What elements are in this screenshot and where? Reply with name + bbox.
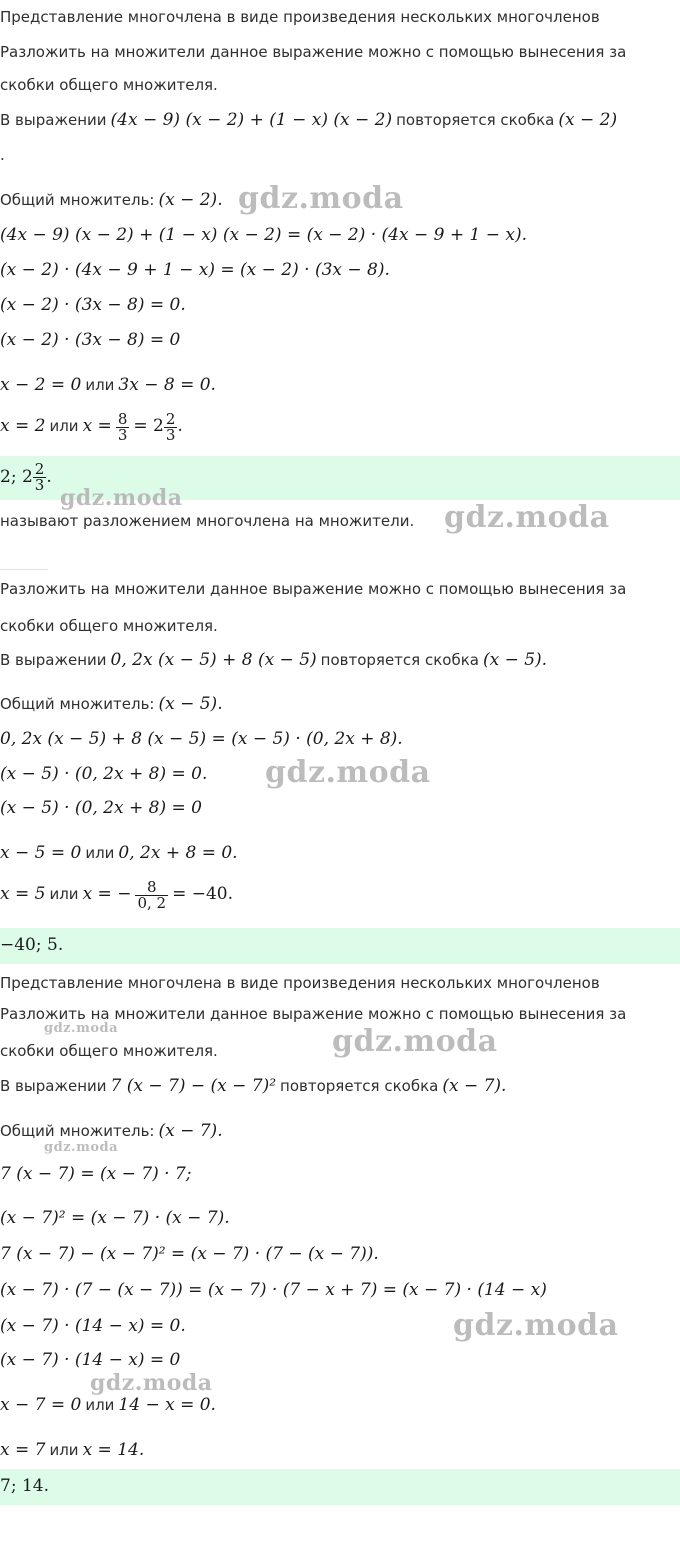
eq-part: 0, 2x + 8 = 0. bbox=[118, 843, 238, 863]
fraction-numerator: 8 bbox=[135, 880, 168, 896]
eq-part: = −40. bbox=[172, 884, 234, 905]
equation-line: (4x − 9) (x − 2) + (1 − x) (x − 2) = (x − 2) · (4x − 9 + 1 − x). bbox=[0, 225, 527, 245]
equation-line bbox=[0, 375, 216, 395]
trailing-dot: . bbox=[0, 146, 5, 164]
fraction-numerator: 8 bbox=[117, 410, 128, 428]
common-factor-value: (x − 7). bbox=[158, 1121, 223, 1141]
or-word: или bbox=[49, 417, 79, 436]
intro-line-1: Разложить на множители данное выражение можно с помощью вынесения за bbox=[0, 1005, 627, 1023]
equation-line: (x − 7) · (14 − x) = 0. bbox=[0, 1316, 186, 1336]
intro-line-2: скобки общего множителя. bbox=[0, 617, 218, 635]
equation-line: (x − 7) · (14 − x) = 0 bbox=[0, 1350, 181, 1370]
equation-line: 7 (x − 7) − (x − 7)² = (x − 7) · (7 − (x − 7)). bbox=[0, 1244, 379, 1264]
expression-statement bbox=[0, 1076, 506, 1096]
answer-box bbox=[0, 1469, 680, 1505]
watermark: gdz.moda bbox=[444, 500, 610, 535]
answer-text: 2; 2 bbox=[0, 467, 33, 487]
statement-text-2: повторяется скобка bbox=[280, 1077, 439, 1095]
equation-line: (x − 2) · (3x − 8) = 0. bbox=[0, 295, 186, 315]
answer bbox=[0, 462, 52, 493]
watermark: gdz.moda bbox=[90, 1370, 213, 1396]
expression-statement bbox=[0, 650, 547, 670]
or-word: или bbox=[85, 1396, 115, 1414]
common-factor-label: Общий множитель: bbox=[0, 1122, 155, 1140]
watermark: gdz.moda bbox=[332, 1024, 498, 1059]
intro-line-2: скобки общего множителя. bbox=[0, 76, 218, 94]
answer: 7; 14. bbox=[0, 1476, 49, 1496]
mixed-fraction bbox=[164, 412, 178, 443]
section-heading: Представление многочлена в виде произведения нескольких многочленов bbox=[0, 8, 600, 26]
or-word: или bbox=[49, 1441, 79, 1459]
watermark: gdz.moda bbox=[44, 1140, 119, 1155]
repeated-bracket: (x − 7). bbox=[442, 1076, 507, 1096]
equation-line: (x − 2) · (3x − 8) = 0 bbox=[0, 330, 181, 350]
fraction-denominator: 3 bbox=[34, 476, 45, 494]
watermark: gdz.moda bbox=[44, 1021, 119, 1036]
watermark: gdz.moda bbox=[238, 181, 404, 216]
answer: −40; 5. bbox=[0, 935, 64, 955]
statement-expression: (4x − 9) (x − 2) + (1 − x) (x − 2) bbox=[110, 110, 393, 130]
answer-fraction bbox=[33, 462, 47, 493]
common-factor-label: Общий множитель: bbox=[0, 191, 155, 209]
common-factor-line bbox=[0, 190, 223, 210]
eq-part: x − 5 = 0 bbox=[0, 843, 82, 863]
watermark: gdz.moda bbox=[60, 485, 183, 511]
fraction-numerator: 2 bbox=[34, 460, 45, 478]
or-word: или bbox=[85, 376, 115, 394]
or-word: или bbox=[49, 885, 79, 904]
section-heading: Представление многочлена в виде произведения нескольких многочленов bbox=[0, 974, 600, 992]
equation-line bbox=[0, 412, 183, 443]
eq-part: x − 2 = 0 bbox=[0, 375, 82, 395]
eq-part: x − 7 = 0 bbox=[0, 1395, 82, 1415]
eq-part: x = 14. bbox=[82, 1440, 145, 1460]
fraction-denominator: 3 bbox=[165, 426, 176, 444]
statement-text: В выражении bbox=[0, 111, 107, 129]
equation-line bbox=[0, 843, 238, 863]
repeated-bracket: (x − 2) bbox=[558, 110, 618, 130]
equation-line bbox=[0, 1440, 144, 1460]
intro-line-1: Разложить на множители данное выражение можно с помощью вынесения за bbox=[0, 580, 627, 598]
equation-line: (x − 2) · (4x − 9 + 1 − x) = (x − 2) · (3x − 8). bbox=[0, 260, 390, 280]
eq-part: x = bbox=[82, 416, 112, 437]
fraction bbox=[135, 880, 168, 911]
intro-line-2: скобки общего множителя. bbox=[0, 1042, 218, 1060]
or-word: или bbox=[85, 844, 115, 862]
eq-part: x = − bbox=[82, 884, 132, 905]
common-factor-value: (x − 2). bbox=[158, 190, 223, 210]
equation-line: 7 (x − 7) = (x − 7) · 7; bbox=[0, 1164, 192, 1184]
common-factor-label: Общий множитель: bbox=[0, 695, 155, 713]
equation-line bbox=[0, 880, 233, 911]
eq-part: 3x − 8 = 0. bbox=[118, 375, 216, 395]
common-factor-value: (x − 5). bbox=[158, 694, 223, 714]
answer-end: . bbox=[46, 467, 52, 487]
statement-text: В выражении bbox=[0, 651, 107, 669]
answer-box bbox=[0, 928, 680, 964]
statement-text-2: повторяется скобка bbox=[320, 651, 479, 669]
eq-end: . bbox=[177, 416, 183, 437]
fraction-denominator: 3 bbox=[117, 426, 128, 444]
watermark: gdz.moda bbox=[265, 755, 431, 790]
equation-line: 0, 2x (x − 5) + 8 (x − 5) = (x − 5) · (0, 2x + 8). bbox=[0, 729, 403, 749]
eq-part: 14 − x = 0. bbox=[118, 1395, 216, 1415]
equation-line: (x − 5) · (0, 2x + 8) = 0 bbox=[0, 798, 202, 818]
watermark: gdz.moda bbox=[453, 1308, 619, 1343]
statement-expression: 0, 2x (x − 5) + 8 (x − 5) bbox=[110, 650, 317, 670]
repeated-bracket: (x − 5). bbox=[482, 650, 548, 670]
fraction bbox=[116, 412, 130, 443]
common-factor-line bbox=[0, 1121, 223, 1141]
common-factor-line bbox=[0, 694, 223, 714]
statement-text: В выражении bbox=[0, 1077, 107, 1095]
expression-statement bbox=[0, 110, 617, 130]
equation-line: (x − 7)² = (x − 7) · (x − 7). bbox=[0, 1208, 230, 1228]
divider bbox=[0, 569, 48, 570]
intro-line-1: Разложить на множители данное выражение можно с помощью вынесения за bbox=[0, 43, 627, 61]
statement-expression: 7 (x − 7) − (x − 7)² bbox=[110, 1076, 277, 1096]
definition-tail: называют разложением многочлена на множители. bbox=[0, 512, 415, 530]
eq-part: x = 2 bbox=[0, 416, 46, 437]
fraction-denominator: 0, 2 bbox=[137, 894, 167, 912]
eq-part: = 2 bbox=[133, 416, 164, 437]
equation-line: (x − 5) · (0, 2x + 8) = 0. bbox=[0, 764, 208, 784]
eq-part: x = 7 bbox=[0, 1440, 46, 1460]
statement-text-2: повторяется скобка bbox=[396, 111, 555, 129]
equation-line bbox=[0, 1395, 216, 1415]
eq-part: x = 5 bbox=[0, 884, 46, 905]
equation-line: (x − 7) · (7 − (x − 7)) = (x − 7) · (7 − x + 7) = (x − 7) · (14 − x) bbox=[0, 1280, 547, 1300]
fraction-numerator: 2 bbox=[165, 410, 176, 428]
